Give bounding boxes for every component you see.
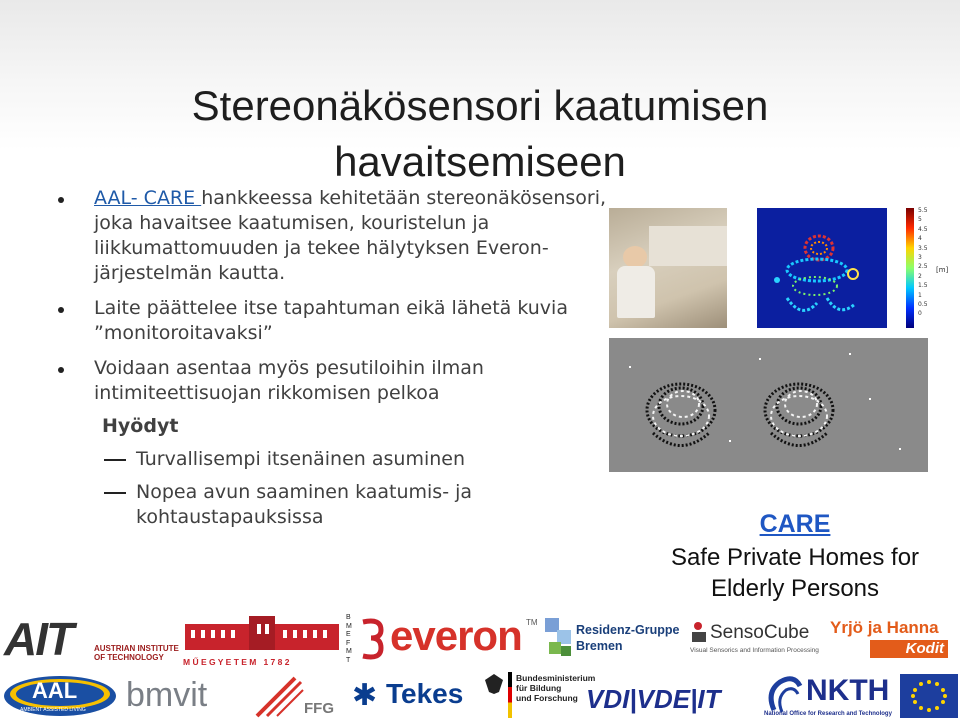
colorbar-tick: 5.5 <box>918 207 928 214</box>
colorbar-tick: 4.5 <box>918 225 928 233</box>
sensocube-text: SensoCube <box>710 622 810 643</box>
benefits-heading: Hyödyt <box>102 415 179 437</box>
sensocube-caption: Visual Sensorics and Information Processing <box>690 647 819 654</box>
nkth-caption: National Office for Research and Technology <box>764 711 892 717</box>
aal-caption: AMBIENT ASSISTED LIVING <box>20 707 86 713</box>
bme-emblem-icon <box>359 616 385 662</box>
colorbar-tick: 3.5 <box>918 244 928 252</box>
muegyetem-text: M Ű E G Y E T E M 1 7 8 2 <box>183 657 290 667</box>
ait-logo-text: AIT <box>4 613 73 665</box>
bmbf-line: für Bildung <box>516 683 562 693</box>
eu-flag-icon <box>900 674 958 718</box>
bullet-text: Voidaan asentaa myös pesutiloihin ilman intimiteettisuojan rikkomisen pelkoa <box>94 357 484 404</box>
kodit-badge <box>870 640 948 658</box>
depth-map-image <box>757 208 887 328</box>
care-link[interactable]: CARE <box>759 510 831 538</box>
sensocube-icon <box>690 620 710 644</box>
residenz-line: Bremen <box>576 639 623 653</box>
building-icon <box>183 616 341 652</box>
bmbf-logo <box>516 673 595 703</box>
ait-caption <box>94 644 179 662</box>
yrjo-logo: Yrjö ja Hanna <box>830 618 939 637</box>
colorbar-tick: 0 <box>918 310 922 318</box>
bmbf-line: und Forschung <box>516 693 578 703</box>
everon-logo: everon <box>390 612 522 659</box>
photo-person-head <box>623 246 647 268</box>
aal-logo <box>2 674 120 718</box>
colorbar-ticks <box>918 206 934 330</box>
ait-logo <box>4 613 94 666</box>
photo-person-body <box>617 266 655 318</box>
eagle-icon <box>483 672 505 696</box>
colorbar-tick: 5 <box>918 216 922 224</box>
ait-caption-line: OF TECHNOLOGY <box>94 653 164 662</box>
person-photo <box>609 208 727 328</box>
tekes-star-icon: ✱ <box>352 679 378 712</box>
residenz-icon <box>543 616 573 662</box>
ait-caption-line: AUSTRIAN INSTITUTE <box>94 644 179 653</box>
bullet-item <box>58 296 608 346</box>
ffg-logo: FFG <box>304 700 334 717</box>
aal-care-link[interactable]: AAL- CARE <box>94 187 202 209</box>
dash-icon <box>104 492 126 494</box>
aal-text: AAL <box>32 678 78 703</box>
colorbar-tick: 1 <box>918 291 922 299</box>
bullet-dot-icon <box>58 367 64 373</box>
colorbar-tick: 2 <box>918 272 922 280</box>
depth-map-graphic <box>757 208 887 328</box>
bullet-dot-icon <box>58 307 64 313</box>
tekes-logo: Tekes <box>386 678 464 709</box>
vdi-vde-it-logo: VDI|VDE|IT <box>586 684 721 714</box>
colorbar-unit: [m] <box>936 266 949 274</box>
bmvit-logo: bmvit <box>126 676 208 714</box>
nkth-logo: NKTH <box>806 674 890 707</box>
muegyetem-logo <box>183 616 341 667</box>
bmbf-line: Bundesministerium <box>516 673 596 683</box>
bullet-text: hankkeessa kehitetään stereonäkösensori, joka havaitsee kaatumisen, kouristelun ja liikkumattomuuden ja tekee hälytyksen Everon-järjestelmän kautta. <box>94 187 607 284</box>
bullet-dot-icon <box>58 197 64 203</box>
flag-stripe <box>508 672 512 718</box>
sub-bullet-text: Turvallisempi itsenäinen asuminen <box>136 448 466 470</box>
care-subtitle: Safe Private Homes for Elderly Persons <box>670 544 920 602</box>
dash-icon <box>104 459 126 461</box>
residenz-line: Residenz-Gruppe <box>576 623 680 637</box>
depth-colorbar <box>906 208 914 328</box>
difference-graphic <box>609 338 928 472</box>
colorbar-tick: 1.5 <box>918 282 928 290</box>
sub-bullet-item <box>58 447 608 472</box>
photo-desk <box>649 226 727 266</box>
bme-letters: B M E F M T <box>346 614 352 664</box>
ffg-icon <box>255 676 305 718</box>
kodit-text: Kodit <box>905 640 944 657</box>
colorbar-tick: 2.5 <box>918 263 928 271</box>
bullet-text: Laite päättelee itse tapahtuman eikä lähetä kuvia ”monitoroitavaksi” <box>94 297 568 344</box>
difference-image <box>609 338 928 472</box>
sub-bullet-text: Nopea avun saaminen kaatumis- ja kohtaustapauksissa <box>136 481 473 528</box>
sub-bullet-item <box>58 480 608 530</box>
bullet-list <box>58 186 608 538</box>
slide-title: Stereonäkösensori kaatumisen havaitsemiseen <box>191 82 769 185</box>
trademark-mark: TM <box>526 618 538 627</box>
nkth-swirl-icon <box>764 672 804 716</box>
bullet-item <box>58 186 608 286</box>
colorbar-tick: 3 <box>918 254 922 262</box>
colorbar-tick: 0.5 <box>918 301 928 309</box>
colorbar-tick: 4 <box>918 235 922 243</box>
bullet-item <box>58 356 608 406</box>
residenz-logo <box>576 622 680 654</box>
